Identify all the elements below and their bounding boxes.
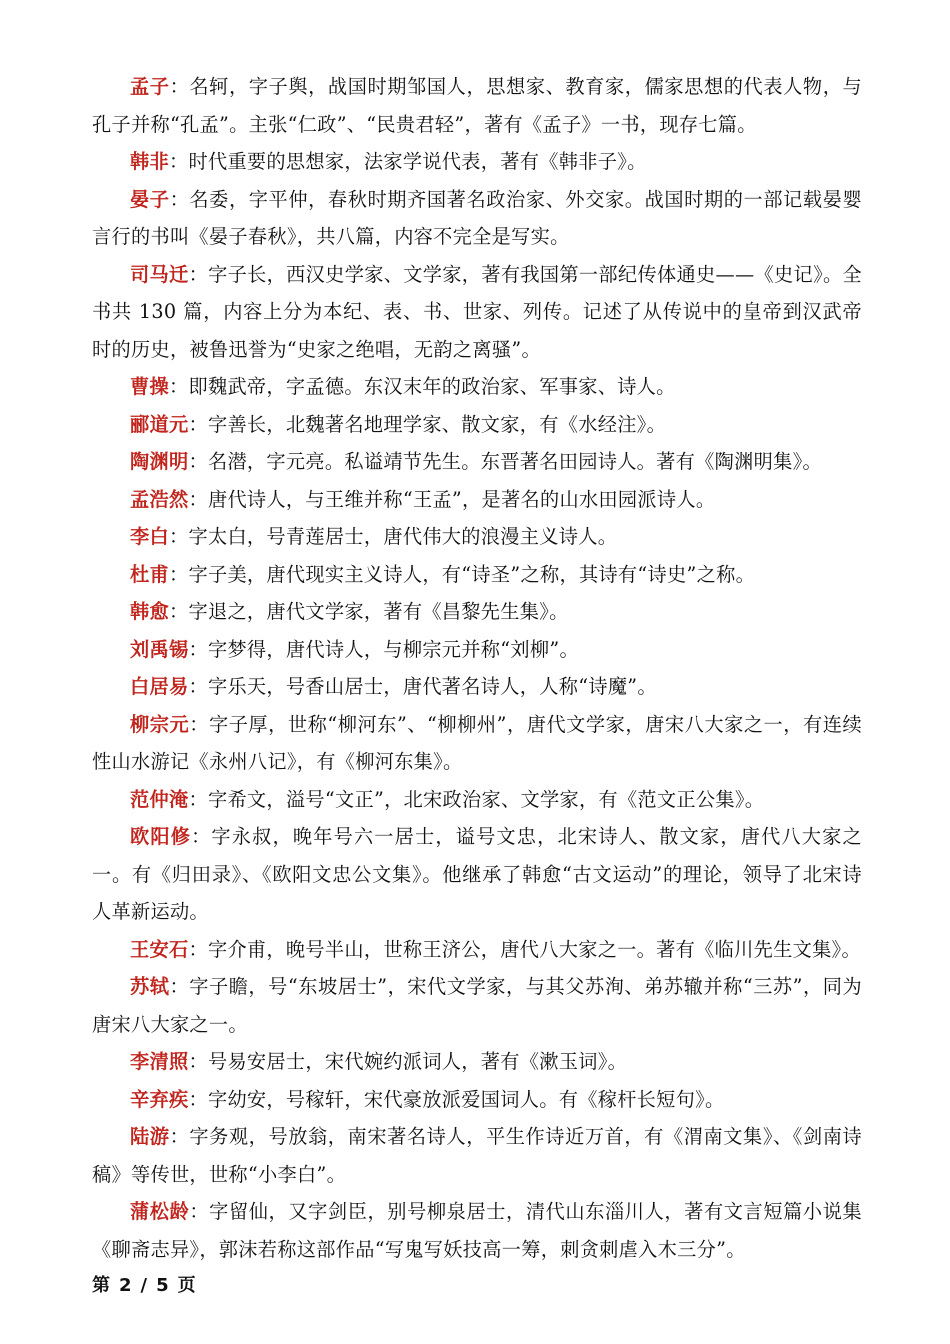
- entry-name: 陆游: [130, 1125, 170, 1148]
- entry-text: ：字介甫，晚号半山，世称王济公，唐代八大家之一。著有《临川先生文集》。: [188, 937, 861, 961]
- entry-name: 王安石: [130, 937, 189, 961]
- entry-liqingzhao: [92, 1043, 862, 1081]
- entry-text: ：即魏武帝，字孟德。东汉末年的政治家、军事家、诗人。: [168, 375, 676, 398]
- content-body: [92, 68, 862, 1268]
- entry-name: 范仲淹: [130, 787, 189, 811]
- page-label-suffix: 页: [177, 1275, 197, 1296]
- entry-sushi: [92, 968, 862, 1043]
- entry-name: 刘禹锡: [130, 637, 189, 661]
- entry-text: ：字梦得，唐代诗人，与柳宗元并称“刘柳”。: [188, 637, 579, 661]
- entry-text: ：字永叔，晚年号六一居士，谥号文忠，北宋诗人、散文家，唐代八大家之一。有《归田录》、《欧阳文忠公文集》。他继承了韩愈“古文运动”的理论，领导了北宋诗人革新运动。: [92, 825, 862, 923]
- entry-name: 司马迁: [130, 262, 189, 286]
- entry-liuzongyuan: [92, 706, 862, 781]
- entry-mengzi: [92, 68, 862, 143]
- entry-text: ：字子美，唐代现实主义诗人，有“诗圣”之称，其诗有“诗史”之称。: [168, 562, 756, 586]
- entry-name: 曹操: [130, 375, 169, 398]
- entry-text: ：字太白，号青莲居士，唐代伟大的浪漫主义诗人。: [168, 525, 618, 548]
- entry-menghaoran: [92, 481, 862, 519]
- entry-text: ：字子瞻，号“东坡居士”，宋代文学家，与其父苏洵、弟苏辙并称“三苏”，同为唐宋八大家之一。: [92, 975, 862, 1036]
- entry-name: 白居易: [130, 675, 189, 698]
- entry-text: ：名轲，字子舆，战国时期邹国人，思想家、教育家，儒家思想的代表人物，与孔子并称“孔孟”。主张“仁政”、“民贵君轻”，著有《孟子》一书，现存七篇。: [92, 75, 862, 136]
- entry-pusongling: [92, 1193, 862, 1268]
- entry-lidaoyuan: [92, 406, 862, 444]
- entry-caocao: [92, 368, 862, 406]
- entry-name: 欧阳修: [130, 825, 192, 848]
- page-separator: /: [140, 1275, 149, 1296]
- entry-name: 辛弃疾: [130, 1087, 189, 1111]
- entry-text: ：字退之，唐代文学家，著有《昌黎先生集》。: [168, 600, 569, 623]
- entry-name: 韩愈: [130, 600, 169, 623]
- entry-name: 苏轼: [130, 975, 170, 998]
- entry-name: 李白: [130, 525, 169, 548]
- entry-name: 韩非: [130, 150, 169, 173]
- entry-hanyu: [92, 593, 862, 631]
- entry-wanganshi: [92, 931, 862, 969]
- entry-taoyuanming: [92, 443, 862, 481]
- entry-text: ：字务观，号放翁，南宋著名诗人，平生作诗近万首，有《渭南文集》、《剑南诗稿》等传世，世称“小李白”。: [92, 1125, 862, 1186]
- page-label-prefix: 第: [92, 1275, 111, 1296]
- entry-simaqian: [92, 256, 862, 369]
- entry-name: 蒲松龄: [130, 1200, 190, 1223]
- entry-name: 孟浩然: [130, 487, 189, 511]
- entry-text: ：名委，字平仲，春秋时期齐国著名政治家、外交家。战国时期的一部记载晏婴言行的书叫《晏子春秋》，共八篇，内容不完全是写实。: [92, 187, 862, 248]
- entry-name: 陶渊明: [130, 450, 189, 473]
- entry-text: ：时代重要的思想家，法家学说代表，著有《韩非子》。: [168, 150, 647, 173]
- entry-libai: [92, 518, 862, 556]
- entry-xinqiji: [92, 1081, 862, 1119]
- entry-fanzhongyan: [92, 781, 862, 819]
- entry-yanzi: [92, 181, 862, 256]
- entry-text: ：字乐天，号香山居士，唐代著名诗人，人称“诗魔”。: [188, 675, 657, 698]
- entry-text: ：唐代诗人，与王维并称“王孟”，是著名的山水田园派诗人。: [188, 487, 716, 511]
- entry-baijuyi: [92, 668, 862, 706]
- total-pages: 5: [156, 1275, 170, 1296]
- entry-text: ：字幼安，号稼轩，宋代豪放派爱国词人。有《稼杆长短句》。: [188, 1087, 725, 1111]
- entry-text: ：字子长，西汉史学家、文学家，著有我国第一部纪传体通史——《史记》。全书共 130 篇，内容上分为本纪、表、书、世家、列传。记述了从传说中的皇帝到汉武帝时的历史，被鲁迅誉为“史家之绝唱，无韵之离骚”。: [92, 262, 862, 361]
- entry-text: ：字子厚，世称“柳河东”、“柳柳州”，唐代文学家，唐宋八大家之一，有连续性山水游记《永州八记》，有《柳河东集》。: [92, 712, 862, 773]
- entry-name: 孟子: [130, 75, 170, 98]
- entry-ouyangxiu: [92, 818, 862, 931]
- entry-text: ：字善长，北魏著名地理学家、散文家，有《水经注》。: [188, 412, 667, 436]
- entry-name: 郦道元: [130, 412, 189, 436]
- entry-text: ：名潜，字元亮。私谥靖节先生。东晋著名田园诗人。著有《陶渊明集》。: [188, 450, 822, 473]
- entry-name: 晏子: [130, 187, 170, 211]
- entry-name: 柳宗元: [130, 712, 190, 736]
- current-page: 2: [119, 1275, 133, 1296]
- entry-text: ：字留仙，又字剑臣，别号柳泉居士，清代山东淄川人，著有文言短篇小说集《聊斋志异》，郭沫若称这部作品“写鬼写妖技高一筹，刺贪刺虐入木三分”。: [92, 1200, 863, 1261]
- entry-hanfei: [92, 143, 862, 181]
- entry-text: ：号易安居士，宋代婉约派词人，著有《漱玉词》。: [188, 1050, 628, 1073]
- entry-liuyuxi: [92, 631, 862, 669]
- entry-name: 李清照: [130, 1050, 189, 1073]
- entry-text: ：字希文，溢号“文正”，北宋政治家、文学家，有《范文正公集》。: [188, 787, 765, 811]
- entry-name: 杜甫: [130, 562, 169, 586]
- entry-dufu: [92, 556, 862, 594]
- entry-luyou: [92, 1118, 862, 1193]
- page-number-footer: [92, 1271, 205, 1297]
